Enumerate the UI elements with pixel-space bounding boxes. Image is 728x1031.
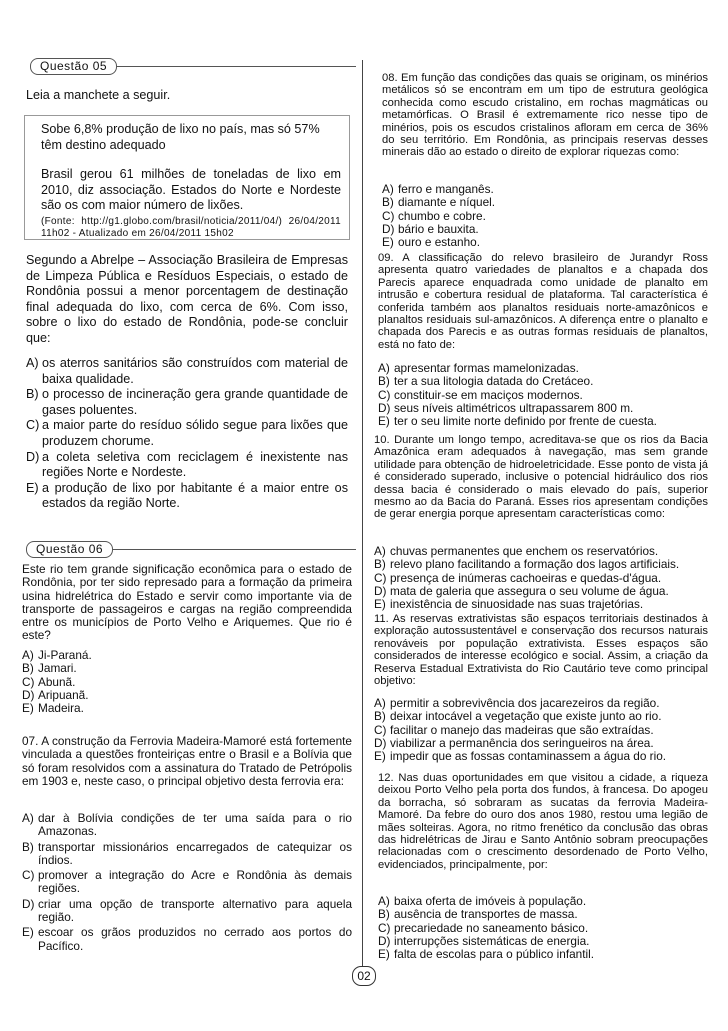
q06-tag: Questão 06 bbox=[26, 541, 113, 558]
q07-option-letter: E) bbox=[22, 925, 34, 940]
q05-option-text: o processo de incineração gera grande quantidade de gases poluentes. bbox=[42, 387, 348, 417]
q07-option-letter: B) bbox=[22, 839, 34, 854]
q09-option-letter: D) bbox=[378, 400, 391, 415]
q09-options bbox=[378, 362, 708, 428]
q12-option-letter: E) bbox=[378, 947, 390, 962]
q08-option-letter: E) bbox=[382, 235, 394, 250]
q06-option-text: Madeira. bbox=[38, 701, 84, 716]
q10-option-letter: B) bbox=[374, 557, 386, 572]
q12-option-a[interactable] bbox=[378, 895, 708, 908]
q12-option-letter: D) bbox=[378, 933, 391, 948]
q10-option-letter: A) bbox=[374, 544, 386, 558]
q05-option-letter: E) bbox=[26, 480, 39, 495]
q11-option-text: deixar intocável a vegetação que existe junto ao rio. bbox=[390, 709, 662, 724]
q09-option-text: apresentar formas mamelonizadas. bbox=[394, 361, 579, 375]
q05-body: Brasil gerou 61 milhões de toneladas de lixo em 2010, diz associação. Estados do Norte e Nordeste são os com maior número de lixões. bbox=[41, 167, 341, 213]
q12-option-c[interactable] bbox=[378, 922, 708, 935]
q07-option-a[interactable] bbox=[22, 812, 352, 839]
q09-option-c[interactable] bbox=[378, 389, 708, 402]
q10-option-letter: E) bbox=[374, 597, 386, 612]
q05-headline-box bbox=[24, 115, 350, 240]
q08-option-text: bário e bauxita. bbox=[398, 221, 479, 236]
q08-option-text: diamante e níquel. bbox=[398, 195, 496, 210]
q08-option-b[interactable] bbox=[382, 196, 708, 209]
column-divider bbox=[362, 60, 363, 968]
q08-option-letter: B) bbox=[382, 195, 394, 210]
q10-option-e[interactable] bbox=[374, 598, 708, 611]
q12-option-text: baixa oferta de imóveis à população. bbox=[394, 894, 587, 908]
q10-option-text: mata de galeria que assegura o seu volume de água. bbox=[390, 583, 669, 598]
q06-option-text: Ji-Paraná. bbox=[38, 648, 92, 662]
q06-option-text: Abunã. bbox=[38, 674, 76, 689]
q11-options bbox=[374, 697, 708, 763]
q12-option-text: precariedade no saneamento básico. bbox=[394, 920, 589, 935]
q07-option-letter: D) bbox=[22, 896, 35, 911]
q08-option-text: chumbo e cobre. bbox=[398, 208, 486, 223]
q12-option-text: ausência de transportes de massa. bbox=[394, 907, 578, 922]
q08-stem: 08. Em função das condições das quais se originam, os minérios metálicos só se encontram em um tipo de estrutura geológica conhecida como escudo cristalino, em rochas magmáticas ou metamórficas. O Brasil é extremamente rico nesse tipo de minérios, pois os escudos cristalinos afloram em cerca de 36% do seu território. Em Rondônia, as principais reservas desses minerais dão ao estado o direito de explorar riquezas como: bbox=[382, 72, 708, 159]
q08-option-d[interactable] bbox=[382, 223, 708, 236]
q12-option-letter: A) bbox=[378, 894, 390, 908]
q08-options bbox=[382, 183, 708, 249]
q09-stem: 09. A classificação do relevo brasileiro de Jurandyr Ross apresenta quatro variedades de planaltos e a chapada dos Parecis aparece enquadrada como unidade de planalto em intrusão e cobertura residual de plataforma. Tal característica é conferida também aos planaltos residuais norte-amazônicos e planaltos residuais sul-amazônicos. A diferença entre o planalto e chapada dos Parecis e as outras formas residuais de planaltos, está no fato de: bbox=[378, 252, 708, 351]
q11-option-text: facilitar o manejo das madeiras que são extraídas. bbox=[390, 722, 654, 737]
q07-stem: 07. A construção da Ferrovia Madeira-Mamoré está fortemente vinculada a questões fronteiriças entre o Brasil e a Bolívia que só foram resolvidos com a assinatura do Tratado de Petrópolis em 1903 e, neste caso, o principal objetivo desta ferrovia era: bbox=[22, 734, 352, 788]
q06-option-letter: E) bbox=[22, 701, 34, 716]
q12-option-e[interactable] bbox=[378, 948, 708, 961]
q09-option-letter: E) bbox=[378, 414, 390, 429]
q12-option-text: falta de escolas para o público infantil. bbox=[394, 947, 595, 962]
q11-option-letter: B) bbox=[374, 709, 386, 724]
q06-options bbox=[22, 649, 352, 715]
q10-option-text: relevo plano facilitando a formação dos lagos artificiais. bbox=[390, 557, 680, 572]
q10-option-c[interactable] bbox=[374, 572, 708, 585]
q09-option-text: constituir-se em maciços modernos. bbox=[394, 387, 583, 402]
q05-intro: Leia a manchete a seguir. bbox=[26, 88, 171, 102]
q05-options bbox=[26, 356, 348, 512]
q10-option-letter: C) bbox=[374, 570, 387, 585]
q08-option-letter: D) bbox=[382, 221, 395, 236]
q11-option-e[interactable] bbox=[374, 750, 708, 763]
q06-option-letter: C) bbox=[22, 674, 35, 689]
q07-option-letter: C) bbox=[22, 868, 35, 883]
q09-option-letter: C) bbox=[378, 387, 391, 402]
q07-options bbox=[22, 812, 352, 953]
q05-option-letter: C) bbox=[26, 418, 40, 433]
q11-option-c[interactable] bbox=[374, 724, 708, 737]
q11-option-text: impedir que as fossas contaminassem a água do rio. bbox=[390, 749, 667, 764]
q08-option-c[interactable] bbox=[382, 210, 708, 223]
q08-option-letter: A) bbox=[382, 182, 394, 196]
q06-option-c[interactable] bbox=[22, 676, 352, 689]
q07-option-c[interactable] bbox=[22, 869, 352, 896]
q10-option-b[interactable] bbox=[374, 558, 708, 571]
q06-option-text: Jamari. bbox=[38, 661, 77, 676]
q11-option-a[interactable] bbox=[374, 697, 708, 710]
q11-option-letter: E) bbox=[374, 749, 386, 764]
q08-option-text: ferro e manganês. bbox=[398, 182, 494, 196]
q12-options bbox=[378, 895, 708, 961]
page-number: 02 bbox=[352, 966, 376, 986]
q10-option-text: presença de inúmeras cachoeiras e quedas-d'água. bbox=[390, 570, 662, 585]
q11-option-d[interactable] bbox=[374, 737, 708, 750]
q07-option-text: transportar missionários encarregados de catequizar os índios. bbox=[38, 839, 352, 867]
q05-option-letter: D) bbox=[26, 449, 40, 464]
q07-option-text: criar uma opção de transporte alternativo para aquela região. bbox=[38, 896, 352, 925]
q09-option-e[interactable] bbox=[378, 415, 708, 428]
q07-option-b[interactable] bbox=[22, 841, 352, 868]
q10-option-text: chuvas permanentes que enchem os reservatórios. bbox=[390, 544, 659, 558]
q07-option-e[interactable] bbox=[22, 926, 352, 953]
q09-option-d[interactable] bbox=[378, 402, 708, 415]
q11-option-b[interactable] bbox=[374, 710, 708, 723]
q10-option-text: inexistência de sinuosidade nas suas trajetórias. bbox=[390, 597, 644, 612]
q05-option-text: os aterros sanitários são construídos com material de baixa qualidade. bbox=[42, 356, 348, 386]
q05-option-a[interactable] bbox=[26, 356, 348, 387]
q05-option-b[interactable] bbox=[26, 387, 348, 418]
q05-option-text: a maior parte do resíduo sólido segue para lixões que produzem chorume. bbox=[42, 418, 348, 448]
q09-option-letter: A) bbox=[378, 361, 390, 375]
q05-option-e[interactable] bbox=[26, 481, 348, 512]
q11-option-text: viabilizar a permanência dos seringueiros na área. bbox=[390, 735, 654, 750]
q09-option-letter: B) bbox=[378, 374, 390, 389]
q06-option-letter: B) bbox=[22, 661, 34, 676]
q05-option-letter: A) bbox=[26, 356, 39, 370]
q10-stem: 10. Durante um longo tempo, acreditava-se que os rios da Bacia Amazônica eram adequados à navegação, mas sem grande utilidade para obtenção de hidroeletricidade. Esse ponto de vista já é considerado superado, inclusive o potencial hidráulico dos rios dessa bacia é considerado o mais elevado do país, superior mesmo ao da Bacia do Paraná. Esses rios apresentam condições de gerar energia porque apresentam características como: bbox=[374, 434, 708, 521]
q05-option-letter: B) bbox=[26, 387, 39, 402]
q06-option-d[interactable] bbox=[22, 689, 352, 702]
q06-stem: Este rio tem grande significação econômica para o estado de Rondônia, por ter sido represado para a formação da primeira usina hidrelétrica do Estado e servir como importante via de transporte de passageiros e cargas na região compreendida entre os municípios de Porto Velho e Ariquemes. Que rio é este? bbox=[22, 562, 352, 643]
q09-option-text: ter a sua litologia datada do Cretáceo. bbox=[394, 374, 594, 389]
q08-option-letter: C) bbox=[382, 208, 395, 223]
q06-option-a[interactable] bbox=[22, 649, 352, 662]
q07-option-text: dar à Bolívia condições de ter uma saída para o rio Amazonas. bbox=[38, 811, 352, 839]
q12-option-letter: B) bbox=[378, 907, 390, 922]
q06-option-text: Aripuanã. bbox=[38, 687, 89, 702]
q12-option-text: interrupções sistemáticas de energia. bbox=[394, 933, 590, 948]
q05-source: (Fonte: http://g1.globo.com/brasil/noticia/2011/04/) 26/04/2011 11h02 - Atualizado em 26/04/2011 15h02 bbox=[41, 215, 341, 239]
q06-option-e[interactable] bbox=[22, 702, 352, 715]
q07-option-text: escoar os grãos produzidos no cerrado aos portos do Pacífico. bbox=[38, 925, 352, 953]
q11-option-text: permitir a sobrevivência dos jacarezeiros da região. bbox=[390, 696, 660, 710]
q05-option-c[interactable] bbox=[26, 418, 348, 449]
q10-options bbox=[374, 545, 708, 611]
q09-option-a[interactable] bbox=[378, 362, 708, 375]
q05-option-text: a coleta seletiva com reciclagem é inexistente nas regiões Norte e Nordeste. bbox=[42, 449, 348, 480]
q06-option-b[interactable] bbox=[22, 662, 352, 675]
q09-option-b[interactable] bbox=[378, 375, 708, 388]
q11-option-letter: A) bbox=[374, 696, 386, 710]
q10-option-letter: D) bbox=[374, 583, 387, 598]
q08-option-text: ouro e estanho. bbox=[398, 235, 480, 250]
q05-headline: Sobe 6,8% produção de lixo no país, mas só 57% têm destino adequado bbox=[41, 122, 320, 152]
q05-option-d[interactable] bbox=[26, 450, 348, 481]
q12-option-b[interactable] bbox=[378, 908, 708, 921]
q07-option-d[interactable] bbox=[22, 898, 352, 925]
q06-option-letter: D) bbox=[22, 687, 35, 702]
q06-option-letter: A) bbox=[22, 648, 34, 662]
q05-stem: Segundo a Abrelpe – Associação Brasileira de Empresas de Limpeza Pública e Resíduos Especiais, o estado de Rondônia possui a menor porcentagem de destinação final adequada do lixo, com cerca de 6%. Com isso, sobre o lixo do estado de Rondônia, pode-se concluir que: bbox=[26, 253, 348, 345]
q11-option-letter: D) bbox=[374, 735, 387, 750]
q12-option-d[interactable] bbox=[378, 935, 708, 948]
q10-option-a[interactable] bbox=[374, 545, 708, 558]
q11-option-letter: C) bbox=[374, 722, 387, 737]
q10-option-d[interactable] bbox=[374, 585, 708, 598]
q11-stem: 11. As reservas extrativistas são espaços territoriais destinados à exploração autossustentável e conservação dos recursos naturais renováveis por população extrativista. Esses espaços são considerados de interesse ecológico e social. Assim, a criação da Reserva Estadual Extrativista do Rio Cautário teve como principal objetivo: bbox=[374, 613, 708, 688]
q05-header-line bbox=[100, 66, 356, 67]
q08-option-e[interactable] bbox=[382, 236, 708, 249]
q09-option-text: seus níveis altimétricos ultrapassarem 800 m. bbox=[394, 400, 634, 415]
q05-tag: Questão 05 bbox=[30, 58, 117, 75]
q05-option-text: a produção de lixo por habitante é a maior entre os estados da região Norte. bbox=[42, 480, 348, 511]
q09-option-text: ter o seu limite norte definido por frente de cuesta. bbox=[394, 414, 657, 429]
q06-header-line bbox=[100, 549, 356, 550]
q07-option-letter: A) bbox=[22, 811, 34, 825]
q08-option-a[interactable] bbox=[382, 183, 708, 196]
q12-stem: 12. Nas duas oportunidades em que visitou a cidade, a riqueza deixou Porto Velho pela porta dos fundos, à francesa. Do apogeu da borracha, só sobraram as sucatas da ferrovia Madeira-Mamoré. Da febre do ouro dos anos 1980, restou uma legião de mães solteiras. Agora, no ritmo frenético da conclusão das obras das hidrelétricas de Jirau e Santo Antônio sobram preocupações relacionadas com o crescimento desordenado de Porto Velho, evidenciados, principalmente, por: bbox=[378, 772, 708, 871]
q12-option-letter: C) bbox=[378, 920, 391, 935]
q07-option-text: promover a integração do Acre e Rondônia às demais regiões. bbox=[38, 868, 352, 896]
